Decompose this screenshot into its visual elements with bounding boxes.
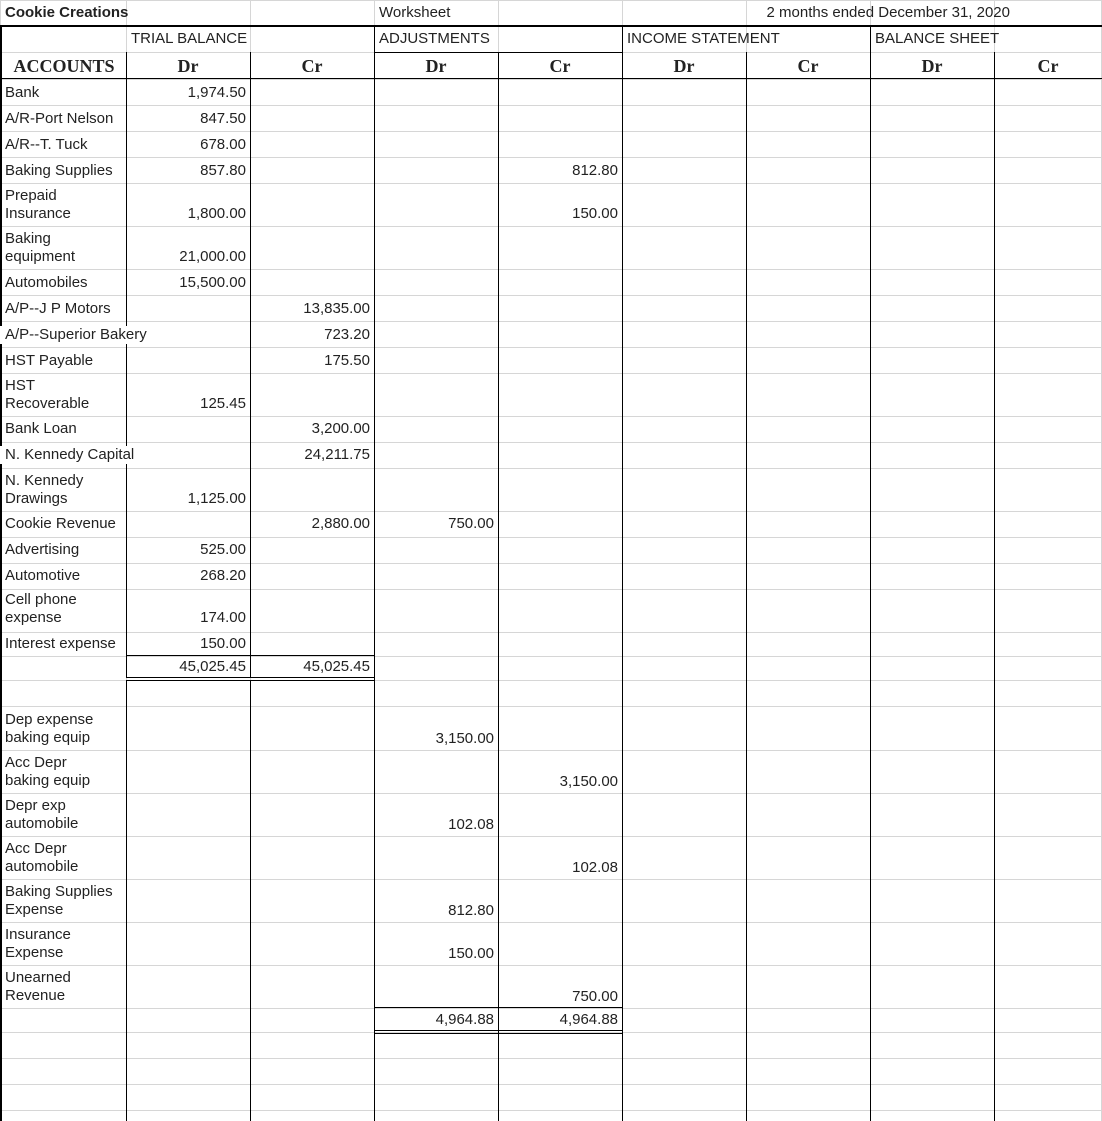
- tb-dr-header: Dr: [177, 56, 199, 76]
- tb-cr-header: Cr: [301, 56, 323, 76]
- account-name: A/P--Superior Bakery: [0, 326, 250, 344]
- tb-cr-value: 723.20: [324, 326, 370, 343]
- adj-cr-value: 750.00: [572, 988, 618, 1005]
- account-name: HST Recoverable: [5, 377, 90, 412]
- company-name: Cookie Creations: [5, 4, 129, 21]
- account-name: Baking equipment: [5, 230, 76, 265]
- adj-cr-value: 3,150.00: [559, 773, 618, 790]
- account-name: Bank: [5, 84, 40, 101]
- tb-dr-value: 525.00: [200, 541, 246, 558]
- account-name: Interest expense: [5, 635, 116, 652]
- bs-cr-header: Cr: [1037, 56, 1059, 76]
- tb-dr-value: 21,000.00: [179, 248, 246, 265]
- section-trial-balance: TRIAL BALANCE: [131, 30, 248, 47]
- account-name: N. Kennedy Drawings: [5, 472, 84, 507]
- tb-cr-value: 175.50: [324, 352, 370, 369]
- tb-dr-value: 847.50: [200, 110, 246, 127]
- account-name: Acc Depr baking equip: [5, 754, 91, 789]
- account-name: A/R-Port Nelson: [5, 110, 114, 127]
- tb-cr-value: 2,880.00: [311, 515, 370, 532]
- tb-dr-value: 268.20: [200, 567, 246, 584]
- account-name: Cell phone expense: [5, 591, 77, 626]
- tb-dr-value: 150.00: [200, 635, 246, 652]
- accounts-header: ACCOUNTS: [13, 56, 115, 76]
- account-name: HST Payable: [5, 352, 94, 369]
- account-name: Prepaid Insurance: [5, 187, 71, 222]
- account-name: Dep expense baking equip: [5, 711, 94, 746]
- adj-dr-total: 4,964.88: [435, 1011, 494, 1028]
- period-label: 2 months ended December 31, 2020: [766, 4, 1010, 21]
- is-dr-header: Dr: [673, 56, 695, 76]
- worksheet-label: Worksheet: [379, 4, 451, 21]
- tb-dr-value: 125.45: [200, 395, 246, 412]
- account-name: Baking Supplies Expense: [5, 883, 113, 918]
- account-name: Bank Loan: [5, 420, 77, 437]
- adj-cr-value: 150.00: [572, 205, 618, 222]
- adj-dr-value: 750.00: [448, 515, 494, 532]
- tb-cr-total: 45,025.45: [303, 658, 370, 675]
- tb-dr-value: 1,974.50: [187, 84, 246, 101]
- tb-dr-value: 678.00: [200, 136, 246, 153]
- tb-cr-value: 3,200.00: [311, 420, 370, 437]
- adj-cr-value: 812.80: [572, 162, 618, 179]
- account-name: Automotive: [5, 567, 81, 584]
- account-name: Insurance Expense: [5, 926, 71, 961]
- adj-dr-value: 3,150.00: [435, 730, 494, 747]
- account-name: Cookie Revenue: [5, 515, 116, 532]
- tb-cr-value: 13,835.00: [303, 300, 370, 317]
- adj-dr-value: 812.80: [448, 902, 494, 919]
- account-name: Depr exp automobile: [5, 797, 79, 832]
- section-balance-sheet: BALANCE SHEET: [875, 30, 1000, 47]
- tb-dr-value: 15,500.00: [179, 274, 246, 291]
- tb-dr-value: 1,800.00: [187, 205, 246, 222]
- tb-dr-value: 174.00: [200, 609, 246, 626]
- account-name: Automobiles: [5, 274, 88, 291]
- account-name: A/R--T. Tuck: [5, 136, 88, 153]
- tb-cr-value: 24,211.75: [304, 446, 370, 463]
- adj-cr-value: 102.08: [572, 859, 618, 876]
- account-name: Baking Supplies: [5, 162, 113, 179]
- adj-dr-value: 150.00: [448, 945, 494, 962]
- section-adjustments: ADJUSTMENTS: [379, 30, 490, 47]
- tb-dr-total: 45,025.45: [179, 658, 246, 675]
- adj-dr-value: 102.08: [448, 816, 494, 833]
- section-income-statement: INCOME STATEMENT: [627, 30, 780, 47]
- account-name: Advertising: [5, 541, 80, 558]
- account-name: A/P--J P Motors: [5, 300, 111, 317]
- bs-dr-header: Dr: [921, 56, 943, 76]
- adj-cr-total: 4,964.88: [559, 1011, 618, 1028]
- tb-dr-value: 857.80: [200, 162, 246, 179]
- account-name: Acc Depr automobile: [5, 840, 79, 875]
- adj-dr-header: Dr: [425, 56, 447, 76]
- tb-dr-value: 1,125.00: [187, 490, 246, 507]
- adj-cr-header: Cr: [549, 56, 571, 76]
- is-cr-header: Cr: [797, 56, 819, 76]
- account-name: N. Kennedy Capital: [0, 446, 180, 464]
- account-name: Unearned Revenue: [5, 969, 71, 1004]
